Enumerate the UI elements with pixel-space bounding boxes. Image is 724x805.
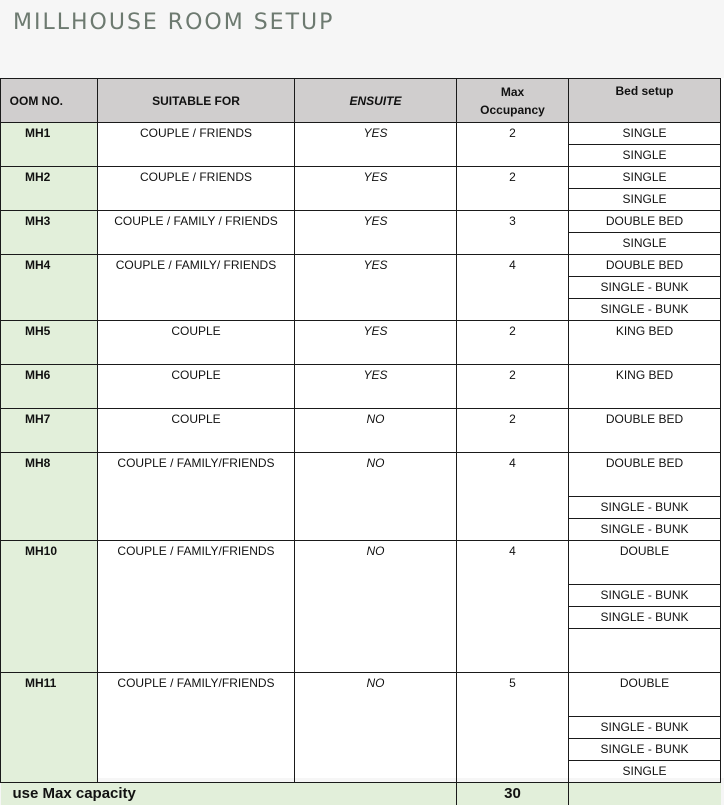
- room-suitable-for: COUPLE / FAMILY / FRIENDS: [98, 211, 295, 255]
- room-ensuite: NO: [295, 409, 457, 453]
- room-max-occupancy: 4: [457, 541, 569, 673]
- page-title: MILLHOUSE ROOM SETUP: [13, 10, 334, 35]
- room-number: MH6: [1, 365, 98, 409]
- room-ensuite: YES: [295, 211, 457, 255]
- room-number: MH1: [1, 123, 98, 167]
- room-suitable-for: COUPLE: [98, 321, 295, 365]
- room-setup-table: [0, 78, 721, 805]
- bed-setup-cell: SINGLE - BUNK: [569, 519, 721, 541]
- bed-setup-cell: SINGLE: [569, 145, 721, 167]
- room-number: MH7: [1, 409, 98, 453]
- room-number: MH11: [1, 673, 98, 783]
- room-ensuite: YES: [295, 167, 457, 211]
- room-row: [1, 453, 721, 497]
- room-max-occupancy: 4: [457, 255, 569, 321]
- room-number: MH5: [1, 321, 98, 365]
- room-max-occupancy: 5: [457, 673, 569, 783]
- room-suitable-for: COUPLE / FRIENDS: [98, 123, 295, 167]
- bed-setup-cell: SINGLE - BUNK: [569, 739, 721, 761]
- bed-setup-cell: DOUBLE BED: [569, 255, 721, 277]
- bed-setup-cell: DOUBLE BED: [569, 453, 721, 497]
- bed-setup-cell: SINGLE: [569, 233, 721, 255]
- room-row: [1, 167, 721, 189]
- room-number: MH10: [1, 541, 98, 673]
- total-value: 30: [457, 783, 569, 805]
- bed-setup-cell: DOUBLE: [569, 673, 721, 717]
- bed-setup-cell: SINGLE - BUNK: [569, 717, 721, 739]
- room-max-occupancy: 2: [457, 321, 569, 365]
- room-suitable-for: COUPLE / FAMILY/FRIENDS: [98, 453, 295, 541]
- total-row: [1, 783, 721, 805]
- header-ensuite: ENSUITE: [295, 79, 457, 123]
- room-ensuite: YES: [295, 123, 457, 167]
- room-suitable-for: COUPLE / FAMILY/FRIENDS: [98, 673, 295, 783]
- room-suitable-for: COUPLE / FAMILY/FRIENDS: [98, 541, 295, 673]
- bed-setup-cell: SINGLE - BUNK: [569, 299, 721, 321]
- bed-setup-cell: SINGLE - BUNK: [569, 585, 721, 607]
- total-label: use Max capacity: [1, 783, 457, 805]
- room-max-occupancy: 2: [457, 123, 569, 167]
- header-suitable-for: SUITABLE FOR: [98, 79, 295, 123]
- bed-setup-cell: DOUBLE BED: [569, 409, 721, 453]
- room-ensuite: NO: [295, 673, 457, 783]
- room-max-occupancy: 4: [457, 453, 569, 541]
- header-max-occupancy-line2: Occupancy: [457, 101, 568, 119]
- room-number: MH4: [1, 255, 98, 321]
- room-row: [1, 321, 721, 365]
- header-bed-setup: Bed setup: [569, 79, 721, 123]
- room-suitable-for: COUPLE: [98, 365, 295, 409]
- bed-setup-cell: SINGLE - BUNK: [569, 497, 721, 519]
- header-room-no: OOM NO.: [1, 79, 98, 123]
- bed-setup-cell: SINGLE: [569, 123, 721, 145]
- room-row: [1, 255, 721, 277]
- bed-setup-cell: [569, 629, 721, 673]
- room-ensuite: NO: [295, 541, 457, 673]
- header-max-occupancy: [457, 79, 569, 123]
- header-max-occupancy-line1: Max: [457, 83, 568, 101]
- bed-setup-cell: SINGLE: [569, 761, 721, 783]
- room-number: MH2: [1, 167, 98, 211]
- room-row: [1, 211, 721, 233]
- bed-setup-cell: SINGLE - BUNK: [569, 277, 721, 299]
- bed-setup-cell: SINGLE: [569, 189, 721, 211]
- room-row: [1, 409, 721, 453]
- room-row: [1, 541, 721, 585]
- room-ensuite: YES: [295, 255, 457, 321]
- room-suitable-for: COUPLE / FAMILY/ FRIENDS: [98, 255, 295, 321]
- bed-setup-cell: DOUBLE: [569, 541, 721, 585]
- room-setup-sheet: [12, 78, 724, 778]
- room-max-occupancy: 2: [457, 365, 569, 409]
- room-max-occupancy: 3: [457, 211, 569, 255]
- room-max-occupancy: 2: [457, 167, 569, 211]
- header-row: [1, 79, 721, 123]
- room-ensuite: NO: [295, 453, 457, 541]
- bed-setup-cell: SINGLE: [569, 167, 721, 189]
- room-max-occupancy: 2: [457, 409, 569, 453]
- room-row: [1, 365, 721, 409]
- bed-setup-cell: KING BED: [569, 365, 721, 409]
- room-row: [1, 123, 721, 145]
- bed-setup-cell: KING BED: [569, 321, 721, 365]
- room-row: [1, 673, 721, 717]
- bed-setup-cell: SINGLE - BUNK: [569, 607, 721, 629]
- room-suitable-for: COUPLE / FRIENDS: [98, 167, 295, 211]
- room-number: MH8: [1, 453, 98, 541]
- room-number: MH3: [1, 211, 98, 255]
- room-suitable-for: COUPLE: [98, 409, 295, 453]
- room-ensuite: YES: [295, 365, 457, 409]
- room-ensuite: YES: [295, 321, 457, 365]
- total-blank: [569, 783, 721, 805]
- bed-setup-cell: DOUBLE BED: [569, 211, 721, 233]
